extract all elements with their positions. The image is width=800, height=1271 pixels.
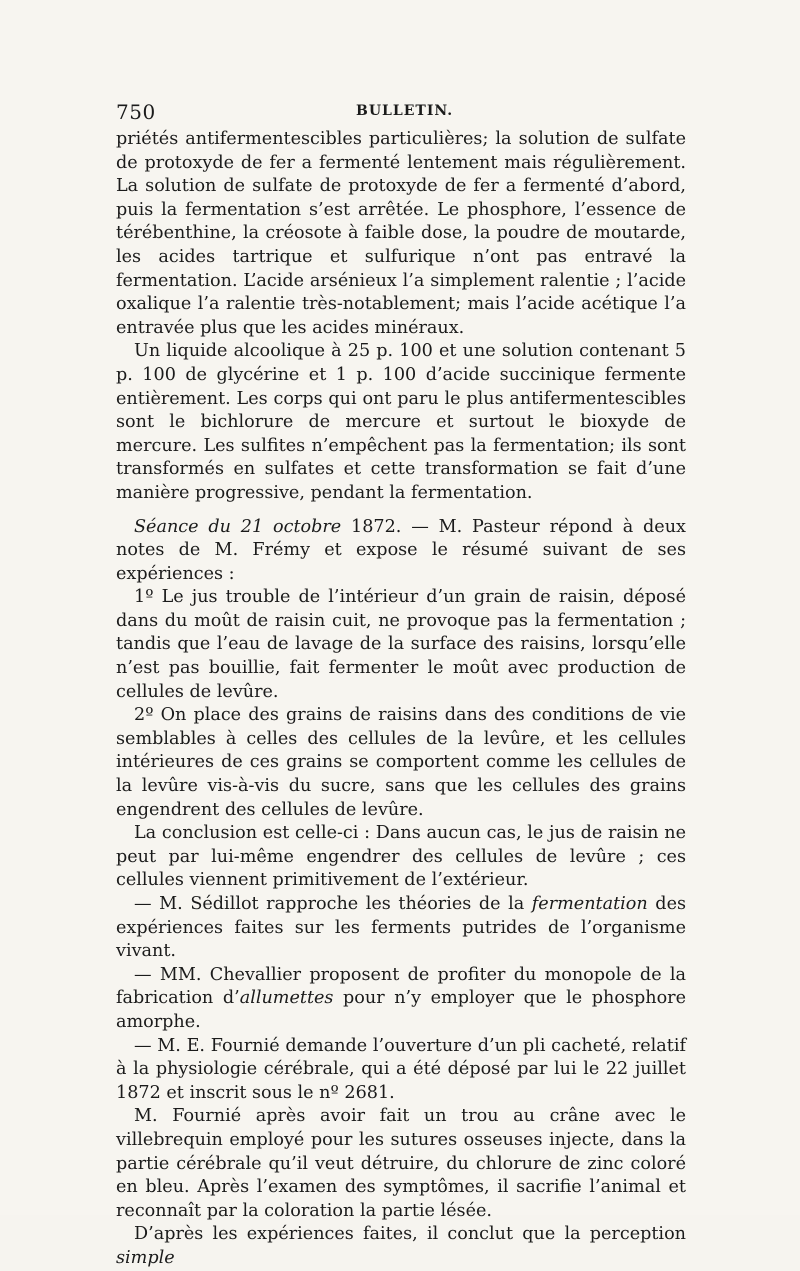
paragraph-fournie-request: — M. E. Fournié demande l’ouverture d’un pli cacheté, relatif à la physiologie cérébrale, qui a été déposé par lui le 22 juillet 1872 et inscrit sous le nº 2681. xyxy=(116,1035,686,1103)
running-title: BULLETIN. xyxy=(356,103,454,119)
page-header xyxy=(116,100,686,126)
paragraph-experiment-1: 1º Le jus trouble de l’intérieur d’un grain de raisin, déposé dans du moût de raisin cuit, ne provoque pas la fermentation ; tandis que l’eau de lavage de la surface des raisins, lorsqu’elle n’est pas bouillie, fait fermenter le moût avec production de cellules de levûre. xyxy=(116,587,686,702)
session-intro-text: 1872. — M. Pasteur répond à deux notes de M. Frémy et expose le résumé suivant de ses expériences : xyxy=(116,516,686,584)
paragraph-chevallier xyxy=(116,964,686,1035)
fournie-conclusion-emphasis: simple xyxy=(116,1247,175,1268)
chevallier-text-a: — MM. Chevallier proposent de profiter du monopole de la fabrication d’ xyxy=(116,964,686,1009)
paragraph-sedillot xyxy=(116,893,686,964)
body-text xyxy=(116,128,686,1271)
chevallier-text-b: pour n’y employer que le phosphore amorphe. xyxy=(116,988,686,1032)
page-number: 750 xyxy=(116,100,156,124)
paragraph-session-intro xyxy=(116,516,686,587)
paragraph-experiment-2: 2º On place des grains de raisins dans des conditions de vie semblables à celles des cellules de la levûre, et les cellules intérieures de ces grains se comportent comme les cellules de la levûre vis-à-vis du sucre, sans que les cellules des grains engendrent des cellules de levûre. xyxy=(116,705,686,820)
session-date: Séance du 21 octobre xyxy=(134,516,342,537)
sedillot-emphasis: fermentation xyxy=(531,894,648,914)
fournie-conclusion-text: D’après les expériences faites, il conclut que la perception xyxy=(134,1224,686,1245)
chevallier-emphasis: allumettes xyxy=(239,988,334,1009)
sedillot-text-b: des expériences faites sur les ferments putrides de l’organisme vivant. xyxy=(116,894,687,962)
paragraph-fournie-experiment: M. Fournié après avoir fait un trou au crâne avec le villebrequin employé pour les sutures osseuses injecte, dans la partie cérébrale qu’il veut détruire, du chlorure de zinc coloré en bleu. Après l’examen des symptômes, il sacrifie l’animal et reconnaît par la coloration la partie lésée. xyxy=(116,1106,686,1221)
paragraph-conclusion: La conclusion est celle-ci : Dans aucun cas, le jus de raisin ne peut par lui-même engendrer des cellules de levûre ; ces cellules viennent primitivement de l’extérieur. xyxy=(116,823,686,891)
sedillot-text-a: — M. Sédillot rapproche les théories de la xyxy=(134,894,532,914)
paragraph-fermentation-substances: priétés antifermentescibles particulières; la solution de sulfate de protoxyde de fer a fermenté lentement mais régulièrement. La solution de sulfate de protoxyde de fer a fermenté d’abord, puis la fermentation s’est arrêtée. Le phosphore, l’essence de térébenthine, la créosote à faible dose, la poudre de moutarde, les acides tartrique et sulfurique n’ont pas entravé la fermentation. L’acide arsénieux l’a simplement ralentie ; l’acide oxalique l’a ralentie très-notablement; mais l’acide acétique l’a entravée plus que les acides minéraux. xyxy=(116,129,686,338)
paragraph-fournie-conclusion xyxy=(116,1223,686,1270)
paragraph-alcoholic-liquid: Un liquide alcoolique à 25 p. 100 et une solution contenant 5 p. 100 de glycérine et 1 p. 100 d’acide succinique fermente entièrement. Les corps qui ont paru le plus antifermentescibles sont le bichlorure de mercure et surtout le bioxyde de mercure. Les sulfites n’empêchent pas la fermentation; ils sont transformés en sulfates et cette transformation se fait d’une manière progressive, pendant la fermentation. xyxy=(116,341,686,503)
